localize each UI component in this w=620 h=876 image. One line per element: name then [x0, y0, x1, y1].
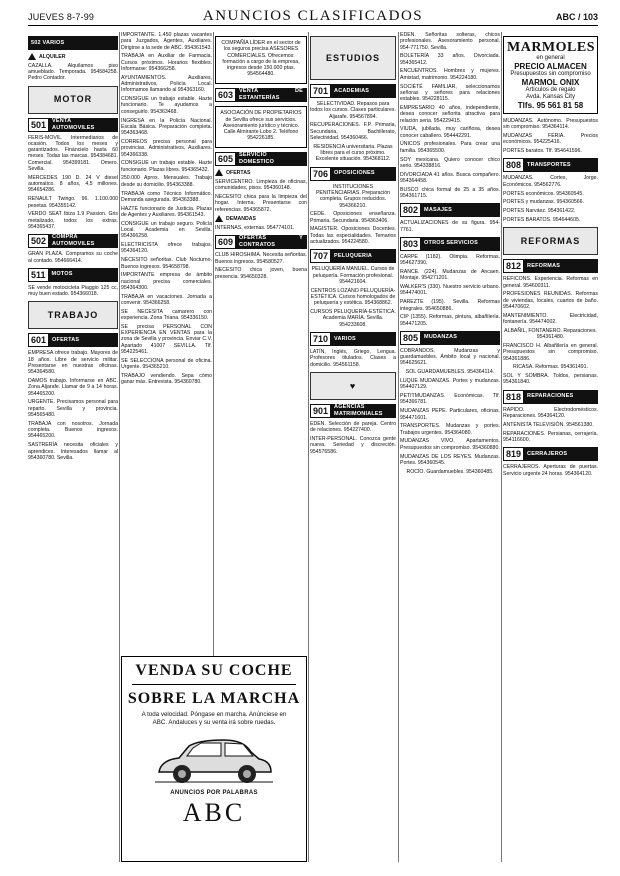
- classified-ad: SE precisa PERSONAL CON EXPERIENCIA EN VENTAS para la zona de Sevilla y provincia. Enviar C.V. Apartado 41007 SEVILLA. Tlf. 954225461.: [121, 323, 212, 356]
- classified-ad: RECUPERACIONES. F.P. Primaria, Secundaria, Bachillerato, Selectividad. 954360466.: [310, 122, 396, 141]
- page-header: [28, 6, 598, 26]
- classified-ad: CONSIGUE un trabajo estable. Hazte funcionario. Plazas libres. 954365432.: [121, 160, 212, 173]
- classified-ad: TRABAJA en Auxiliar de Farmacia. Cursos próximos. Horarios flexibles. Informarse: 954366258.: [121, 53, 212, 72]
- venda-caption: ANUNCIOS POR PALABRAS: [170, 790, 258, 796]
- triangle-icon: [215, 215, 223, 222]
- classified-ad: MAGISTER. Oposiciones Docentes. Todas las especialidades. Temarios actualizados. 954224580.: [310, 226, 396, 246]
- classified-ad: MUDANZAS DE LOS REYES. Mudanzas. Portes. 954360545.: [400, 453, 500, 466]
- classified-ad: BOLETERÍA 33 años. Divorciada. 954365412.: [400, 53, 500, 66]
- classified-ad: TRABAJA como Técnico Informático. Demanda asegurada. 954363388.: [121, 190, 212, 203]
- section-header-901: 901 AGENCIAS MATRIMONIALES: [310, 404, 396, 418]
- abc-logo: ABC: [182, 798, 246, 827]
- section-header: 502 VARIOS: [28, 36, 118, 50]
- section-header-803: 803 OTROS SERVICIOS: [400, 237, 500, 251]
- classified-ad: CERRAJEROS. Aperturas de puertas. Servicio urgente 24 horas. 954364120.: [503, 464, 598, 477]
- section-header-808: 808 TRANSPORTES: [503, 158, 598, 172]
- page-date: JUEVES 8-7-99: [28, 12, 95, 22]
- classified-ad: INGRESA en la Policía Nacional. Escala Básica. Preparación completa. 954363468.: [121, 117, 212, 137]
- classified-ad: EDEN. Selección de pareja. Centro de relaciones. 954227400.: [310, 420, 396, 434]
- section-header-706: 706 OPOSICIONES: [310, 167, 396, 181]
- classified-ad: TRABAJA en vacaciones. Jornada a convenir. 954366258.: [121, 293, 212, 306]
- classified-ad: MUDANZAS PEPE. Particulares, oficinas. 954471601.: [400, 408, 500, 421]
- classified-ad: PORTES baratos. Tlf. 954641596.: [503, 148, 582, 155]
- classified-ad: PELUQUERÍA MANUEL. Cursos de peluquería. Formación profesional. 954421604.: [311, 266, 395, 285]
- classified-ad: TRABAJO vendiendo. Sepa cómo ganar más. Entrevista. 954360780.: [121, 372, 212, 386]
- classified-ad: SOL Y SOMBRA. Toldos, persianas. 954361840.: [503, 373, 598, 386]
- featured-ad-box: ASOCIACIÓN DE PROPIETARIOS de Sevilla ofrece sus servicios. Asesoramiento jurídico y técnico. Calle Almirante Lobo 2. Teléfono 954226185.: [215, 106, 307, 148]
- triangle-icon: [215, 169, 223, 176]
- classified-ad: VERDO SEAT Ibiza 1.9 Passion. Gris metalizado, todos los extras. 954365437.: [28, 211, 118, 230]
- car-illustration: [149, 732, 279, 788]
- classified-ad: PROFESIONES REUNIDAS. Reformas de viviendas, locales, cuartos de baño. 954470602.: [503, 291, 598, 310]
- classified-ad: SELECTIVIDAD. Repasos para todos los cursos. Clases particulares. Aljarafe. 954567894.: [310, 101, 396, 120]
- page-number: ABC / 103: [555, 12, 598, 22]
- classified-ad: TRABAJA con nosotros. Jornada completa. Buenos ingresos. 954465200.: [28, 420, 118, 440]
- classified-ad: PORTES y mudanzas. 954360566.: [503, 199, 584, 206]
- classified-ad: REPARACIONES. Persianas, cerrajería. 954116600.: [503, 430, 598, 443]
- classified-ad: AYUNTAMIENTOS. Auxiliares, Administrativos, Policía Local. Informamos llamando al 954363160.: [121, 74, 212, 94]
- classified-ad: ALBAÑIL, FONTANERO. Reparaciones. 954361480.: [504, 327, 597, 341]
- venda-text: A toda velocidad. Póngase en marcha. Anúnciese en ABC. Andaluces y su venta irá sobre ruedas.: [141, 711, 287, 726]
- classified-ad: SOL GUARDAMUEBLES. 954364114.: [405, 369, 495, 376]
- section-header-603: 603 VENTA DE ESTANTERÍAS: [215, 88, 307, 102]
- classified-ad: ACTUALIZACIONES de su figura. 954-7761.: [400, 220, 500, 233]
- column-4: [310, 32, 396, 862]
- classified-ad: CENTROS LOZANO PELUQUERÍA-ESTÉTICA. Cursos homologados de peluquería y estética. 954368862.: [310, 287, 396, 307]
- classified-ad: GRAN PLAZA. Compramos su coche al contado. 954666414.: [28, 251, 118, 264]
- classified-ad: ELECTRICISTA ofrece trabajos. 954364120.: [121, 242, 212, 255]
- classified-ad: CLUB HIROSHIMA. Necesita señoritas. Buenos ingresos. 954580527.: [215, 252, 307, 265]
- column-5: [400, 32, 500, 862]
- section-header-805: 805 MUDANZAS: [400, 331, 500, 345]
- classified-ad: BUSCO chica formal de 25 a 35 años. 954361715.: [400, 186, 500, 200]
- classified-ad: 250.000 Aprox. Mensuales. Trabajo desde su domicilio. 954363388.: [121, 175, 212, 188]
- classified-ad: MERCEDES 190 D. 24 V diesel automatico. 8 años, 4,5 millones. 954654286.: [28, 174, 118, 194]
- classified-ad: CURSOS PELUQUERÍA-ESTÉTICA. Academia MARÍA. Sevilla. 954233608.: [310, 309, 396, 328]
- classified-ad: SOCIÉTÉ FAMILIAR, seleccionamos señoras y señores para relaciones estables. 954228115.: [400, 83, 500, 103]
- classified-ad: VIUDA, jubilada, muy cariñosa, desea conocer caballero. 954442291.: [400, 126, 500, 139]
- classified-ad: RAPIDO. Electrodomésticos. Reparaciones. 954364120.: [503, 406, 598, 420]
- classified-ad: EMPRESARIO 40 años, independiente, desea conocer señorita atractiva para relación seria. 954229415.: [400, 104, 500, 124]
- classified-ad: PORTES Narváez. 954361422.: [503, 208, 576, 215]
- classified-ad: NECESITO chica joven, buena presencia. 954650328.: [215, 267, 307, 280]
- subsection-label: OFERTAS: [215, 169, 307, 176]
- section-header-707: 707 PELUQUERIA: [310, 249, 396, 263]
- classified-ad: INTER-PERSONAL. Conozca gente nueva. Seriedad y discreción. 954576586.: [310, 436, 396, 455]
- classified-ad: SE NECESITA camarero con experiencia. Zona Triana. 954336150.: [121, 308, 212, 322]
- estudios-illustration: ESTUDIOS: [310, 36, 396, 80]
- column-divider: [119, 32, 120, 862]
- classified-ad: ÚNICOS profesionales. Para crear una familia. 954365500.: [400, 141, 500, 154]
- classified-ad: RENAULT Twingo. 96. 1.100.000 pesetas. 954355142.: [28, 196, 118, 209]
- reformas-illustration: REFORMAS: [503, 227, 598, 255]
- classified-ad: FRANCISCO H. Albañilería en general. Presupuestos sin compromiso. 954361886.: [503, 342, 598, 362]
- classified-ad: MUDANZAS VIVO. Apartamentos. Presupuestos sin compromiso. 954360880.: [400, 438, 500, 451]
- classified-ad: IMPORTANTE empresa de ámbito nacional precisa comerciales. 954364300.: [121, 272, 212, 291]
- marmoles-phone: Tlfs. 95 561 81 58: [517, 101, 584, 110]
- classified-ad: FERIS-MOVIL. Intermediarios de ocasión. Todos los meses y garantizados. Fináncielo hasta 60 meses. Todas las marcas. 954384681. Comercial. 954399181. Omero. Sevilla.: [28, 134, 118, 173]
- column-divider: [398, 32, 399, 862]
- marmoles-ad: MARMOLES en general PRECIO ALMACEN Presupuestos sin compromiso MARMOL ONIX Artículos de regalo Avda. Kansas City Tlfs. 95 561 81 58: [503, 36, 598, 114]
- wedding-illustration: ♥: [310, 372, 396, 400]
- section-header-812: 812 REFORMAS: [503, 259, 598, 273]
- classified-ad: NECESITO chica para la limpieza del hogar. Interna. Presentarse con referencias. 954365872.: [215, 194, 307, 213]
- classified-ad: MANTENIMIENTO. Electricidad, fontanería. 954474002.: [503, 312, 598, 326]
- classified-ad: ROCÍO. Guardamuebles. 954360485.: [406, 468, 494, 475]
- classified-ad: DIVORCIADA 41 años. Busca compañero. 954364458.: [400, 171, 500, 184]
- classified-ad: CORREOS precisa personal para provincias. Administrativos, Auxiliares. 954366338.: [121, 138, 212, 158]
- classified-ad: CIP (1355). Reformas, pintura, albañilería. 954471205.: [400, 314, 500, 327]
- section-header-802: 802 MASAJES: [400, 203, 500, 217]
- column-divider: [308, 32, 309, 862]
- column-2: [121, 32, 212, 652]
- subsection-label: ALQUILER: [28, 53, 118, 60]
- classified-ad: RANCE. (224). Mudanzas de Ancaen. Montaje. 954271201.: [400, 269, 500, 282]
- marmoles-title: MARMOLES: [507, 40, 595, 55]
- classified-ad: PAREZTE (195). Sevilla. Reformas integrales. 954650886.: [400, 299, 500, 312]
- section-header-511: 511 MOTOS: [28, 268, 118, 282]
- classified-ad: RICASA. Reformas. 954361491.: [513, 364, 588, 371]
- classified-ad: SASTRERÍA necesita oficiales y aprendices. Interesados llamar al 954360780. Sevilla.: [28, 442, 118, 461]
- classified-ad: IMPORTANTE. 1.450 plazas vacantes para Juzgados, Agentes, Auxiliares. Dirigirse a la sede de ABC. 954361543.: [121, 32, 212, 51]
- classified-ad: COBRANDOS. Mudanzas y guardamuebles. Ámbito local y nacional. 954625621.: [400, 347, 500, 367]
- classified-ad: URGENTE. Precisamos personal para reparto. Sevilla y provincia. 954565480.: [28, 399, 118, 419]
- column-3: [215, 32, 307, 652]
- triangle-icon: [28, 53, 36, 60]
- classified-ad: TRANSPORTES. Mudanzas y portes. Trabajos urgentes. 954364080.: [400, 423, 500, 436]
- classified-ad: ENCUENTROS. Hombres y mujeres. Amistad, matrimonio. 954224180.: [400, 68, 500, 81]
- section-header-501: 501 VENTA AUTOMOVILES: [28, 118, 118, 132]
- section-header-710: 710 VARIOS: [310, 332, 396, 346]
- classified-ad: MUDANZAS. Autónomo. Presupuestos sin compromiso. 954364114.: [503, 118, 598, 131]
- classified-ad: CAZALLA. Alquilamos piso amueblado. Temporada. 954584258. Pedro Contador.: [28, 62, 118, 82]
- classified-ad: CEDE. Oposiciones enseñanza. Primaria, Secundaria. 954363406.: [310, 211, 396, 224]
- classified-ad: LUQUE MUDANZAS. Portes y mudanzas. 954407129.: [400, 378, 500, 391]
- venda-title-1: VENDA SU COCHE: [135, 662, 293, 679]
- classified-ad: PORTES económicos. 954360545.: [503, 190, 584, 197]
- classified-ad: WALKER'S (330). Nuestro servicio urbano. 954474001.: [400, 284, 500, 297]
- classified-ad: SOY mexicana. Quiero conocer chico serio. 954338816.: [400, 156, 500, 169]
- subsection-label: DEMANDAS: [215, 215, 307, 222]
- classified-ad: CONSIGUE un trabajo estable. Hazte funcionario. Te ayudamos a conseguirlo. 954363468.: [121, 96, 212, 115]
- classified-ad: CONSIGUE un trabajo seguro. Policía Local. Academia en Sevilla. 954366258.: [121, 220, 212, 240]
- classified-ad: HAZTE funcionario de Justicia. Plazas de Agentes y Auxiliares. 954361543.: [121, 205, 212, 218]
- classified-ad: EDEN. Señoritas solteras, chicos profesionales. Asesoramiento personal. 954-771750. Sevilla.: [400, 32, 500, 51]
- venda-title-2: SOBRE LA MARCHA: [127, 690, 301, 707]
- section-header-818: 818 REPARACIONES: [503, 390, 598, 404]
- classified-ad: MUDANZAS FERIA. Precios económicos. 954225416.: [503, 133, 598, 146]
- section-header-502: 502 COMPRA AUTOMOVILES: [28, 234, 118, 248]
- section-header-605: 605 SERVICIO DOMESTICO: [215, 152, 307, 166]
- venda-coche-ad: [121, 656, 307, 862]
- column-6: [503, 32, 598, 862]
- classified-ad: SE SELECCIONA personal de oficina. Urgente. 954365210.: [121, 357, 212, 371]
- classified-ad: CARPE (1182). Olimpia. Reformas. 954627390.: [400, 253, 500, 267]
- classified-ad: EMPRESA ofrece trabajo. Mayores de 18 años. Libre de servicio militar. Presentarse en nuestras oficinas. 954364580.: [28, 350, 118, 376]
- section-header-819: 819 CERRAJEROS: [503, 447, 598, 461]
- classified-ad: MUDANZAS. Cortes, Jorge. Económicos. 954562776.: [503, 175, 598, 188]
- trabajo-illustration: TRABAJO: [28, 301, 118, 329]
- classified-ad: SERVICENTRO. Limpieza de oficinas, comunidades, pisos. 954360148.: [215, 178, 307, 192]
- section-header-701: 701 ACADEMIAS: [310, 84, 396, 98]
- classified-ad: PORTES BARATOS. 954644605.: [503, 216, 581, 223]
- page-title: ANUNCIOS CLASIFICADOS: [202, 8, 424, 24]
- classified-ad: SE vende motocicleta Piaggio 125 cc, muy buen estado. 954366018.: [28, 284, 118, 298]
- featured-ad-box: COMPAÑÍA LÍDER en el sector de los seguros precisa ASESORES COMERCIALES. Ofrecemos: formación a cargo de la empresa, ingresos desde 150.000 ptas. 954564480.: [215, 36, 307, 84]
- classified-ad: DAMOS trabajo. Informarse en ABC. Zona Aljarafe. Llamar de 9 a 14 horas. 954465200.: [28, 378, 118, 397]
- column-divider: [501, 32, 502, 862]
- classified-ad: REFICONS. Experiencia. Reformas en general. 954600311.: [503, 276, 598, 289]
- divider: [132, 684, 296, 685]
- section-header-609: 609 OFERTAS Y CONTRATOS: [215, 235, 307, 249]
- classified-ad: NECESITO señoritas. Club Nocturno. Buenos ingresos. 954658798.: [121, 257, 212, 270]
- classified-ad: RESIDENCIA universitaria. Plazas libres para el curso próximo. Excelente situación. 954368112.: [313, 143, 393, 163]
- classified-ad: LATÍN, Inglés, Griego, Lengua. Profesores titulados. Clases a domicilio. 954561158.: [310, 349, 396, 368]
- column-1: [28, 32, 118, 862]
- classified-ad: PETITMUDANZAS. Económicas. Tlf. 954366781.: [400, 393, 500, 406]
- classified-ad: INTERNAS, externas. 954774101.: [215, 225, 295, 232]
- classified-ad: INSTITUCIONES PENITENCIARIAS. Preparación completa. Grupos reducidos. 954366210.: [315, 183, 391, 209]
- motor-illustration: MOTOR: [28, 86, 118, 114]
- section-header-601: 601 OFERTAS: [28, 333, 118, 347]
- classified-ad: ANTENISTA TELEVISIÓN. 954561380.: [503, 421, 594, 428]
